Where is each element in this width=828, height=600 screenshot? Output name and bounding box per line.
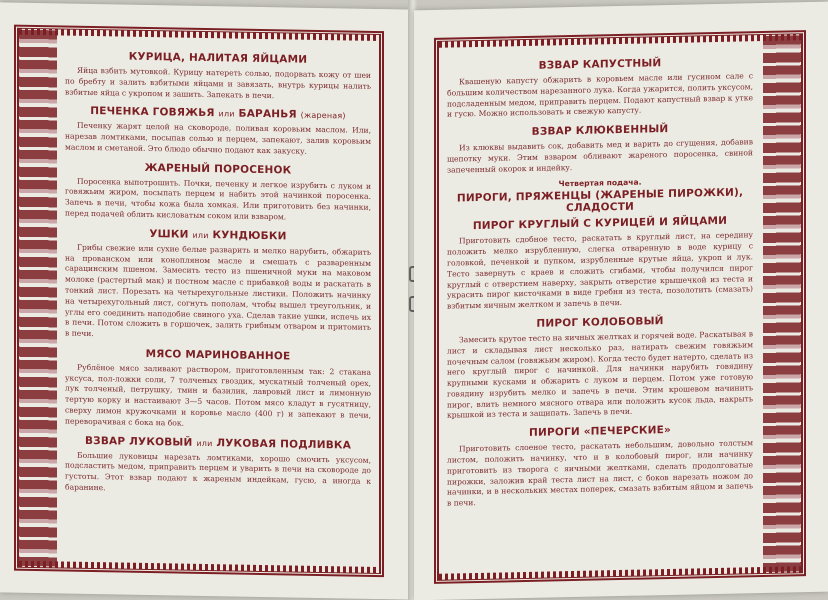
- section-text: Квашеную капусту обжарить в коровьем масле или гусином сале с большим количеством нарезанного лука. Когда ужарится, полить уксусом, подсладенным медом, приправить перцем. Подают капустный взвар к утке и гусю. Можно использовать и свежую капусту.: [447, 71, 753, 119]
- top-border: [439, 34, 801, 48]
- left-page-frame: [14, 25, 384, 577]
- section-title: УШКИ или КУНДЮБКИ: [149, 227, 287, 243]
- right-page-frame: [434, 30, 806, 584]
- section-text: Поросенка выпотрошить. Почки, печенку и легкое изрубить с луком и говяжьим жиром, посыпать перцем и набить этой начинкой поросенка. Запечь в печи, чтобы кожа была хомкая. Или приготовить без начинки, перед подачей облить кисловатым соком или взваром.: [65, 176, 371, 222]
- left-page-text: [65, 43, 371, 562]
- section-text: Большие луковицы нарезать ломтиками, хорошо смочить уксусом, подсластить медом, приправить перцем и уварить в печи на сковороде до густоты. Этот взвар подают к жареным индейкам, гусю, а иногда к баранине.: [65, 450, 371, 493]
- right-page-text: [447, 48, 753, 568]
- section-text: Замесить крутое тесто на яичных желтках и горячей воде. Раскатывая в лист и складывая лист несколько раз, натирать свежим говяжьим почечным салом (говяжьим жиром). Когда тесто будет натерто, сделать из него круглый пирог с начинкой. Для начинки нарубить говядину крупными кусками и обжарить с луком и перцем. Потом уже готовую говядину изрубить мелко и запечь в печи. Этим крошевом начинить пирог, влить немного мясного отвара или положить кусок льда, накрыть крышкой из теста и защипать. Запечь в печи.: [447, 329, 753, 421]
- section-text: Печенку жарят целой на сковороде, поливая коровьим маслом. Или, нарезав ломтиками, посыпав солью и перцем, запекают, залив коровьим маслом и сметаной. Это блюдо обычно подают как закуску.: [65, 121, 371, 156]
- course-label: Четвертая подача.: [558, 178, 642, 189]
- section-title: ПЕЧЕНКА ГОВЯЖЬЯ или БАРАНЬЯ (жареная): [90, 105, 346, 121]
- ornamental-side-panel: [19, 30, 57, 567]
- section-title: МЯСО МАРИНОВАННОЕ: [145, 347, 291, 363]
- section-title: ВЗВАР КАПУСТНЫЙ: [538, 57, 662, 72]
- section-title: ПИРОГ КРУГЛЫЙ С КУРИЦЕЙ И ЯЙЦАМИ: [472, 215, 728, 233]
- section-title: ВЗВАР ЛУКОВЫЙ или ЛУКОВАЯ ПОДЛИВКА: [84, 434, 352, 452]
- left-page: [0, 2, 412, 599]
- section-text: Грибы свежие или сухие белые разварить и мелко нарубить, обжарить на прованском или конопляном масле и смешать с разваренным сарацинским пшеном. Замесить тесто из пшеничной муки на маковом молоке (растертый мак) и постном масле с прибавкой воды и раскатать в тонкий лист. Порезать на четырехугольные листики. Положить начинку на четырехугольный лист, согнуть пополам, чтобы вышел треугольник, и углы его соединить наподобие свиного уха. Сделав такие ушки, испечь их в печи. Потом сложить в горшочек, залить грибным отваром и притомить в печи.: [65, 242, 371, 339]
- ornamental-side-panel: [763, 35, 801, 572]
- section-text: Рублёное мясо заливают раствором, приготовленным так: 2 стакана уксуса, пол-ложки соли, 7 толченых гвоздик, мускатный толченый орех, лук толченый, петрушку, тмин и базилик, лавровый лист и лимонную тертую корку и настаивают 3—5 часов. Потом мясо кладут в гусятницу, сверху лимон кружочками и коровье масло (400 г) и запекают в печи, переворачивая с бока на бок.: [65, 362, 371, 428]
- bottom-border: [439, 566, 801, 580]
- section-text: Приготовить сдобное тесто, раскатать в круглый лист, на середину положить мелко изрубленную, слегка отваренную в воде курицу с головкой, печенкой и пупком, изрубленные крутые яйца, укроп и лук. Тесто завернуть с краев и сложить сгибами, чтобы получился пирог круглый с отверстием наверху, закрыть отверстие крышечкой из теста и украсить пирог кисточками в виде гребня из теста, позолотить (смазать) взбитым яичным желтком и запечь в печи.: [447, 230, 753, 311]
- section-title: ПИРОГИ «ПЕЧЕРСКИЕ»: [528, 424, 672, 440]
- section-text: Яйца взбить мутовкой. Курицу натереть солью, подорвать кожу от шеи по бребту и залить взбитыми яйцами и завязать, внутрь курицы налить взбитые яйца с укропом и зашить. Запекать в печи.: [65, 65, 371, 100]
- chapter-title: ПИРОГИ, ПРЯЖЕНЦЫ (ЖАРЕНЫЕ ПИРОЖКИ), СЛАДОСТИ: [456, 186, 744, 215]
- section-text: Приготовить слоеное тесто, раскатать небольшим, довольно толстым листом, положить начинку, что и в колобовый пирог, или начинку приготовить из творога с яичными желтками, сделать продолговатые пирожки, заложив край теста лист на лист, с боков нарезать ножом до начинки, и в нескольких местах поперек, смазать взбитым яйцом и запечь в печи.: [447, 438, 753, 508]
- section-title: ЖАРЕНЫЙ ПОРОСЕНОК: [144, 161, 292, 177]
- right-page: [414, 2, 828, 600]
- section-title: КУРИЦА, НАЛИТАЯ ЯЙЦАМИ: [128, 50, 308, 66]
- bottom-border: [19, 561, 379, 573]
- section-title: ВЗВАР КЛЮКВЕННЫЙ: [531, 123, 669, 138]
- section-text: Из клюквы выдавить сок, добавить мед и варить до сгущения, добавив щепотку муки. Этим взваром обливают жареного поросенка, свиной запеченный окорок и индейку.: [447, 137, 753, 175]
- section-title: ПИРОГ КОЛОБОВЫЙ: [536, 315, 664, 330]
- top-border: [19, 29, 379, 41]
